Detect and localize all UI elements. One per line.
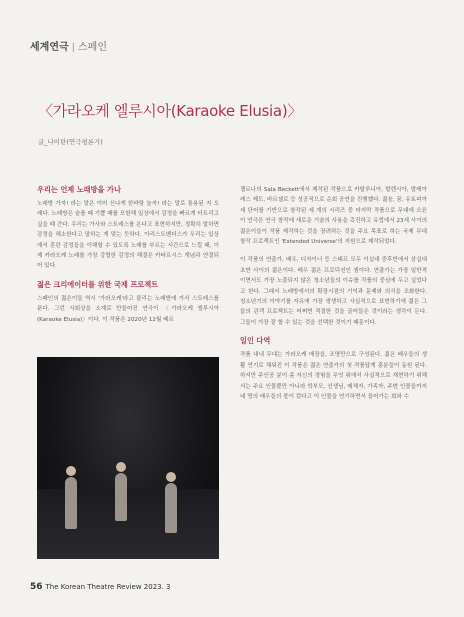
paragraph-4: 이 작품의 연출가, 배우, 디자이너 등 스태프 모두 이십대 중후반에서 삼십대 초반 사이의 젊은이다. 배우 젊은 프로덕션인 셈이다. 연출가는 가장 일반적이면서도 가장 노출되지 않은 청소년들의 이슈를 작품의 중심에 두고 싶었다고 한다. 그래서 노래방에서의 확장시점의 기억과 문제와 의식을 조화한다. 청소년기의 이야기를 자유에 가장 생생하고 사실적으로 표현하기에 젊은 그들의 관객 프로젝트는 어쩌면 적절한 것을 끌어들은 것이라는 생각이 든다. 그들이 가장 잘 할 수 있는 것을 선택한 것이기 때문이다. (240, 257, 427, 326)
subheading-2: 젊은 크리에이터를 위한 국제 프로젝트 (37, 279, 159, 289)
actor-figure (115, 473, 127, 521)
section-header (30, 38, 107, 53)
paragraph-5: 작품 내내 무대는 가라오케 매장을, 조명만으로 구성된다. 젊은 배우들의 생활 연기로 채워진 이 작품은 젊은 연출가의 첫 작품답게 흥분들이 동원 된다. 하지만 주인공 분이 좀 자신의 경험을 무엇 위에서 사실적으로 재현하기 위해서는 주요 인물뿐만 아니라 학부모, 선생님, 매체자, 가족자, 주변 인물들까지 네 명의 배우들의 몫이 컸다고 이 인물을 연기하면서 들어가는 회와 수 (240, 352, 427, 400)
section-name: 세계연극 (30, 42, 69, 53)
subsection-name: 스페인 (78, 42, 107, 53)
page-footer (30, 582, 171, 592)
subheading-3: 일인 다역 (240, 336, 271, 346)
right-column (240, 185, 427, 410)
paragraph-3: 젤르나의 Sala Beckett에서 제작된 작품으로 카탈루니아, 발렌시아, 발레아레스 제도, 바르셀로 등 성공적으로 순회 공연을 진행했다. 젊음, 꿈, 유토피아 세 단어를 기반으로 창작된 세 개의 시리즈 중 마지막 작품으로 무대에 오른 이 연극은 연극 창작에 새로운 기술의 사용을 촉진하고 유럽에서 23세 사이의 젊은이들이 작품 제작하는 것을 장려하는 것을 주요 목표로 하는 국제 무대 창작 프로젝트인 'Extended Universe'의 지원으로 제작되었다. (240, 187, 428, 246)
article-title: 〈가라오케 엘루시아(Karaoke Elusia)〉 (38, 102, 303, 120)
left-column (37, 185, 219, 333)
subheading-1: 우리는 언제 노래방을 가나 (37, 185, 121, 194)
actor-figure (165, 483, 177, 533)
publication-name: The Korean Theatre Review 2023. 3 (45, 583, 171, 591)
byline: 글_나이탄(연극평론가) (38, 138, 103, 146)
section-separator: | (71, 42, 76, 53)
stage-photo (37, 357, 219, 559)
paragraph-1: 노래방 가자! 라는 말은 이미 신나게 한바탕 놀자! 라는 말로 통용된 지 오래다. 노래방은 슬플 때 기쁠 때를 포함해 일상에서 감정을 빠르게 터트리고 싶을 때 간다. 우리는 가사와 스트레스를 온다고 표현하지만, 정확히 말하면 감정을 해소한다고 말하는 게 맞는 듯하다. 아리스트벤더스가 우리는 일상에서 혼란 감정들을 이해할 수 있도록 노래를 부르는 시간으로 느낄 때, 이제 카라오케 노래를 가장 강렬한 감정의 해결은 카타르시스 개념과 연결되어 있다. (37, 201, 219, 270)
paragraph-2: 스페인의 젊은이들 역시 '가라오케'라고 불리는 노래방에 가서 스트레스를 푼다. 그런 사회상을 소재로 만들어진 연극이 〈가라오케 엘루시아(Karaoke Elusia)〉이다. 이 작품은 2020년 12월 베르 (37, 295, 219, 323)
actor-figure (65, 477, 77, 529)
page-number: 56 (30, 582, 43, 592)
